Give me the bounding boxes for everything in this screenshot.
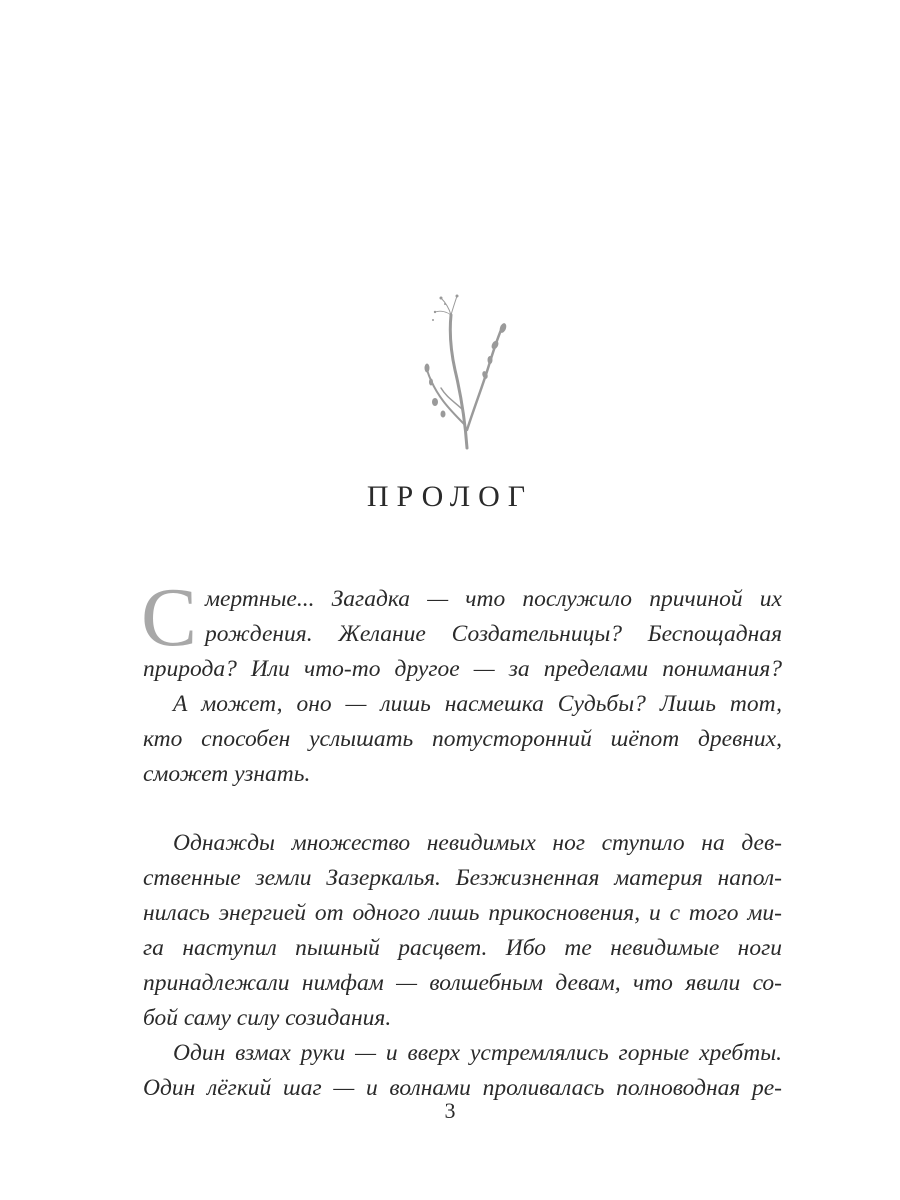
page-number: 3 bbox=[444, 1098, 456, 1123]
text-line: сможет узнать. bbox=[143, 761, 311, 787]
text-line: кто способен услышать потусторонний шёпот древних, bbox=[143, 726, 782, 752]
text-line: природа? Или что-то другое — за пределами понимания? bbox=[143, 656, 782, 682]
text-line: Один лёгкий шаг — и волнами проливалась полноводная ре- bbox=[143, 1075, 782, 1101]
text-line: нилась энергией от одного лишь прикосновения, и с того ми- bbox=[143, 900, 782, 926]
text-line: бой саму силу созидания. bbox=[143, 1005, 392, 1031]
text-line: Однажды множество невидимых ног ступило на дев- bbox=[173, 830, 782, 856]
chapter-title: ПРОЛОГ bbox=[366, 480, 534, 513]
text-line: мертные... Загадка — что послужило причиной их bbox=[205, 586, 782, 612]
text-line: Один взмах руки — и вверх устремлялись горные хребты. bbox=[173, 1040, 782, 1066]
prologue-text bbox=[143, 582, 782, 1106]
text-line: рождения. Желание Создательницы? Беспощадная bbox=[205, 621, 782, 647]
text-line: А может, оно — лишь насмешка Судьбы? Лишь тот, bbox=[173, 691, 782, 717]
text-line: принадлежали нимфам — волшебным девам, что явили со- bbox=[143, 970, 782, 996]
text-line: ственные земли Зазеркалья. Безжизненная материя напол- bbox=[143, 865, 782, 891]
drop-cap: С bbox=[141, 571, 198, 664]
flower-sprig-icon bbox=[405, 290, 525, 455]
text-line: га наступил пышный расцвет. Ибо те невидимые ноги bbox=[143, 935, 782, 961]
